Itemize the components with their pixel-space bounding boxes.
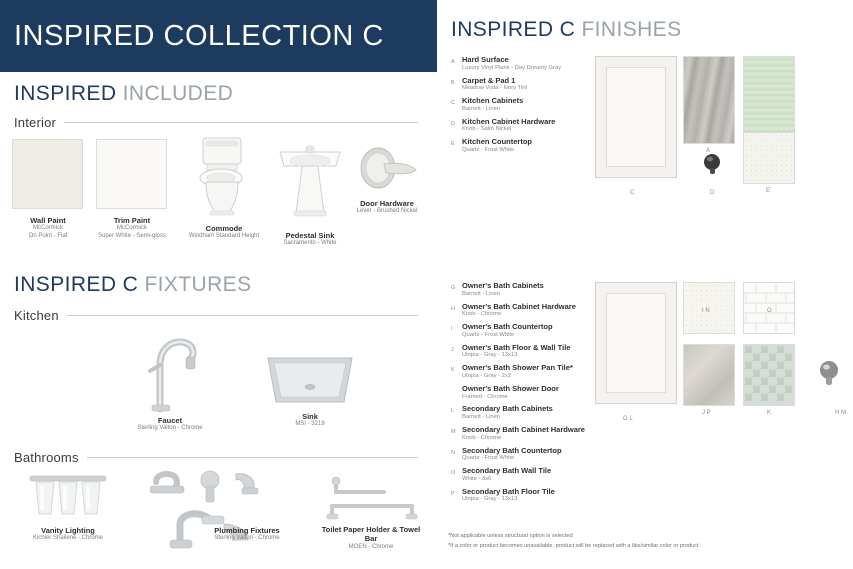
interior-subheading-row	[14, 115, 418, 130]
legend-item	[451, 77, 591, 93]
swatch-label-o: O	[767, 308, 772, 314]
towel-bar-caption	[318, 525, 424, 551]
faucet-caption	[130, 416, 210, 433]
interior-divider	[64, 122, 418, 123]
legend-sub: Knob - Satin Nickel	[462, 126, 512, 133]
legend-item	[451, 426, 601, 442]
legend-name: Secondary Bath Cabinet Hardware	[462, 425, 585, 435]
bath-cabinet-door-panel	[606, 293, 666, 393]
swatch-label-e: E	[766, 188, 771, 194]
kitchen-divider	[67, 315, 418, 316]
legend-sub: Framed - Chrome	[462, 393, 508, 400]
towel-bar-sub1: MOEN - Chrome	[348, 543, 394, 550]
legend-item	[451, 97, 591, 113]
door-hardware-image	[348, 144, 422, 202]
shower-pan-tile-swatch-k	[743, 344, 795, 406]
legend-item	[451, 364, 601, 380]
legend-item	[451, 447, 601, 463]
legend-letter: J	[451, 346, 454, 353]
fixtures-heading-word2: FIXTURES	[144, 273, 252, 296]
trim-paint-sub1: McCormick	[117, 225, 147, 232]
carpet-swatch-b	[743, 56, 795, 144]
collection-title: INSPIRED COLLECTION C	[14, 19, 384, 52]
legend-item	[451, 323, 601, 339]
finishes-heading-bold: INSPIRED C	[451, 18, 576, 41]
legend-sub: Barnett - Linen	[462, 414, 501, 421]
door-hardware-caption	[340, 199, 434, 216]
kitchen-label: Kitchen	[14, 308, 59, 323]
bathrooms-subheading-row	[14, 450, 418, 465]
legend-name: Owner's Bath Cabinet Hardware	[462, 301, 576, 311]
commode-image	[186, 134, 262, 218]
legend-sub: Meadow Vista - Ivory Tint	[462, 85, 527, 92]
bathrooms-divider	[87, 457, 418, 458]
swatch-label-c: C	[630, 190, 635, 196]
wall-paint-name: Wall Paint	[30, 216, 66, 225]
pedestal-sink-image	[272, 140, 348, 220]
legend-item	[451, 385, 601, 401]
trim-paint-sub2: Super White - Semi-gloss	[97, 232, 167, 239]
swatch-label-in: I N	[702, 308, 710, 314]
legend-sub: Utopia - Gray - 13x13	[462, 496, 518, 503]
legend-letter: I	[451, 326, 453, 333]
door-hardware-sub1: Lever - Brushed Nickel	[356, 208, 418, 215]
legend-letter: E	[451, 141, 455, 148]
legend-sub: Barnett - Linen	[462, 105, 501, 112]
legend-item	[451, 467, 601, 483]
legend-item	[451, 488, 601, 504]
cabinet-door-panel	[606, 67, 666, 167]
trim-paint-name: Trim Paint	[113, 216, 151, 225]
legend-sub: Utopia - Gray - 2x2	[462, 372, 511, 379]
legend-name: Secondary Bath Wall Tile	[462, 466, 552, 476]
bathrooms-label: Bathrooms	[14, 450, 79, 465]
legend-name: Owner's Bath Countertop	[462, 322, 553, 332]
included-heading-word2: INCLUDED	[122, 82, 234, 105]
bath-cabinet-door-swatch	[595, 282, 677, 404]
legend-name: Hard Surface	[462, 55, 509, 64]
sink-caption	[266, 412, 354, 429]
legend-name: Secondary Bath Floor Tile	[462, 486, 555, 496]
finishes-heading	[451, 18, 682, 42]
legend-sub: Luxury Vinyl Plank - Day Dreamy Gray	[462, 64, 562, 71]
sink-sub1: MSI - 3219	[295, 421, 325, 428]
fixtures-heading-word1: INSPIRED C	[14, 273, 139, 296]
wall-paint-caption	[5, 216, 91, 240]
swatch-label-hm: H M	[835, 410, 846, 416]
footnote-1: *Not applicable unless structural option is selected	[448, 533, 573, 539]
interior-label: Interior	[14, 115, 57, 130]
legend-name: Kitchen Cabinets	[462, 96, 524, 106]
hard-surface-swatch-a	[683, 56, 735, 144]
legend-letter: M	[451, 429, 456, 436]
faucet-image	[130, 325, 210, 413]
legend-item	[451, 56, 591, 72]
faucet-sub1: Sterling Valton - Chrome	[137, 425, 203, 432]
legend-item	[451, 344, 601, 360]
collection-title-banner	[0, 0, 437, 72]
plumbing-fixtures-caption	[188, 526, 306, 543]
commode-caption	[178, 224, 270, 241]
vanity-lighting-image	[20, 470, 116, 524]
legend-letter: K	[451, 367, 455, 374]
included-heading-word1: INSPIRED	[14, 82, 117, 105]
legend-item	[451, 303, 601, 319]
sink-name: Sink	[302, 412, 318, 421]
legend-sub: Utopia - Gray - 13x13	[462, 352, 518, 359]
included-heading	[14, 82, 233, 106]
legend-letter: L	[451, 408, 455, 415]
legend-sub: Quartz - Frost White	[462, 455, 515, 462]
legend-sub: Knob - Chrome	[462, 434, 502, 441]
legend-item	[451, 138, 591, 154]
kitchen-subheading-row	[14, 308, 418, 323]
wall-paint-swatch	[12, 139, 83, 209]
legend-name: Owner's Bath Shower Door	[462, 383, 559, 393]
legend-letter: G	[451, 285, 456, 291]
legend-item	[451, 118, 591, 134]
legend-letter: C	[451, 100, 455, 107]
trim-paint-swatch	[96, 139, 167, 209]
finishes-heading-light: FINISHES	[581, 18, 682, 41]
faucet-name: Faucet	[157, 416, 183, 425]
legend-name: Carpet & Pad 1	[462, 75, 516, 85]
legend-name: Owner's Bath Cabinets	[462, 281, 544, 290]
legend-letter: B	[451, 79, 455, 86]
footnote-2: *If a color or product becomes unavailable, product will be replaced with a like/similar color or product.	[448, 542, 701, 549]
legend-name: Kitchen Cabinet Hardware	[462, 116, 556, 126]
legend-name: Secondary Bath Countertop	[462, 445, 562, 455]
trim-paint-caption	[88, 216, 176, 240]
legend-sub: White - 3x6	[462, 475, 492, 482]
bath-floor-tile-swatch-jp	[683, 344, 735, 406]
plumbing-fixtures-name: Plumbing Fixtures	[214, 526, 280, 535]
legend-item	[451, 282, 601, 298]
wall-paint-sub2: On Point - Flat	[28, 232, 68, 239]
vanity-lighting-sub1: Kichler Shailene - Chrome	[32, 535, 104, 542]
legend-letter: D	[451, 120, 455, 127]
sink-image	[266, 348, 354, 410]
footnotes	[448, 532, 838, 551]
legend-sub: Quartz - Frost White	[462, 146, 515, 153]
door-hardware-name: Door Hardware	[360, 199, 414, 208]
towel-bar-name: Toilet Paper Holder & Towel Bar	[321, 525, 421, 544]
legend-item	[451, 405, 601, 421]
commode-sub1: Windham Standard Height	[188, 233, 260, 240]
legend-name: Owner's Bath Shower Pan Tile*	[462, 363, 573, 373]
legend-sub: Knob - Chrome	[462, 311, 502, 318]
legend-name: Owner's Bath Floor & Wall Tile	[462, 342, 571, 352]
commode-name: Commode	[205, 224, 243, 233]
kitchen-countertop-swatch-e	[743, 132, 795, 184]
towel-bar-image	[322, 476, 418, 524]
legend-sub: Barnett - Linen	[462, 290, 501, 297]
vanity-lighting-name: Vanity Lighting	[41, 526, 95, 535]
swatch-label-gl: G L	[623, 416, 633, 422]
legend-letter: N	[451, 449, 455, 456]
legend-letter: A	[451, 59, 455, 65]
swatch-label-d: D	[710, 190, 715, 196]
swatch-label-jp: J P	[702, 410, 711, 416]
legend-name: Secondary Bath Cabinets	[462, 404, 553, 414]
fixtures-heading	[14, 273, 251, 297]
legend-name: Kitchen Countertop	[462, 137, 532, 147]
legend-letter: O	[451, 470, 456, 477]
right-column	[437, 0, 853, 569]
pedestal-sink-name: Pedestal Sink	[285, 231, 335, 240]
legend-letter: P	[451, 490, 455, 497]
plumbing-fixtures-sub1: Sterling Valton - Chrome	[214, 535, 280, 542]
finishes-legend-group-1	[451, 56, 591, 159]
swatch-label-k: K	[767, 410, 772, 416]
kitchen-knob-swatch-d	[699, 150, 727, 176]
bath-knob-swatch-hm	[815, 358, 843, 388]
vanity-lighting-caption	[16, 526, 120, 543]
legend-sub: Quartz - Frost White	[462, 331, 515, 338]
pedestal-sink-sub1: Sacramento - White	[283, 240, 337, 247]
swatch-label-a: A	[706, 148, 711, 154]
wall-paint-sub1: McCormick	[33, 225, 63, 232]
pedestal-sink-caption	[262, 231, 358, 248]
kitchen-cabinet-door-swatch	[595, 56, 677, 178]
finishes-legend-group-2	[451, 282, 601, 508]
legend-letter: H	[451, 305, 455, 312]
